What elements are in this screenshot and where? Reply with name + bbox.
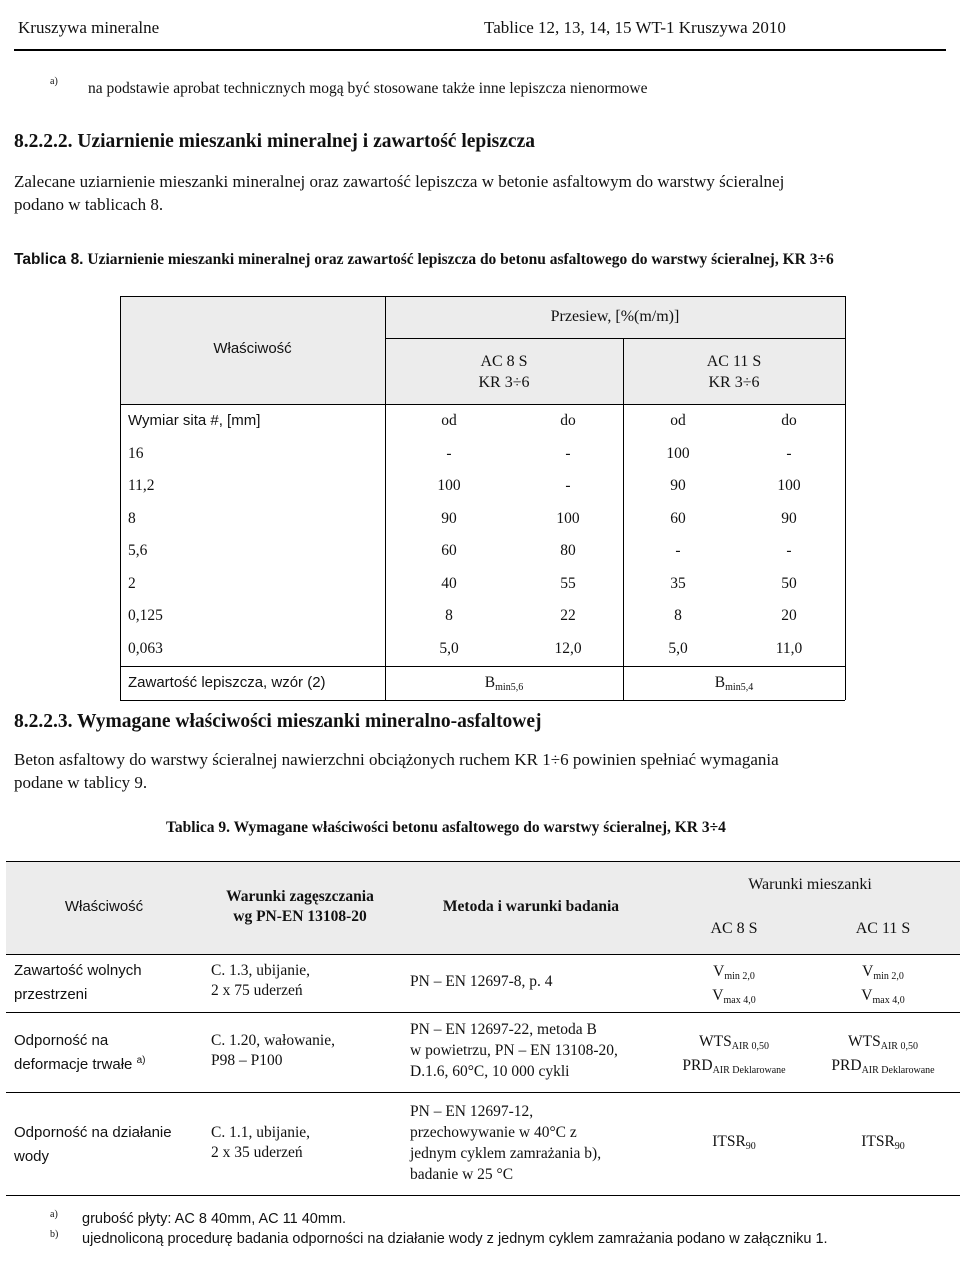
table9-m1-b-main: V [712, 987, 724, 1004]
table9-m2-a [810, 1131, 956, 1155]
table9-method-l3: D.1.6, 60°C, 10 000 cykli [410, 1063, 570, 1080]
table8-cell: - [675, 542, 681, 559]
table9-m1-a-sub: min 2,0 [724, 971, 755, 982]
table8-cell: 5,0 [668, 640, 688, 657]
table9-prop-l1: Zawartość wolnych [14, 962, 142, 979]
table8-cell: 100 [777, 477, 801, 494]
table9-prop-l2: deformacje trwałe [14, 1056, 133, 1073]
table8-cell: 20 [781, 607, 797, 624]
table9-m2-b-main: PRD [831, 1057, 862, 1074]
table9-method-l2: w powietrzu, PN – EN 13108-20, [410, 1042, 618, 1059]
table8-cell: 55 [560, 575, 576, 592]
table9-m2-b-main: V [861, 987, 873, 1004]
table9-cond-l2: 2 x 35 uderzeń [211, 1144, 303, 1161]
table9-rule [6, 1195, 960, 1196]
table8-rule [120, 296, 845, 297]
table8-row-label: 11,2 [128, 477, 155, 494]
table9-m2-b-sub: max 4,0 [872, 995, 905, 1006]
table8-row-label: 8 [128, 510, 136, 527]
table9-rule [6, 954, 960, 955]
table9-prop-l2-wrap [14, 1143, 172, 1167]
table9-cond-l1: C. 1.3, ubijanie, [211, 962, 311, 979]
table8-cell: 8 [674, 607, 682, 624]
table8-cell: - [786, 542, 792, 559]
table8-mix1-kr: KR 3÷6 [478, 374, 530, 391]
table9-m2-a-main: WTS [848, 1033, 881, 1050]
table8-binder-label: Zawartość lepiszcza, wzór (2) [128, 674, 326, 691]
table9-m1-b [664, 985, 804, 1009]
section-heading-8-2-2-2: 8.2.2.2. Uziarnienie mieszanki mineralnej i zawartość lepiszcza [14, 131, 535, 152]
footnote-b-marker: b) [50, 1229, 59, 1240]
header-rule [14, 49, 946, 51]
table9-rule [6, 1012, 960, 1013]
table9-m1-b-sub: AIR Deklarowane [712, 1065, 786, 1076]
table8-cell: od [670, 412, 686, 429]
table9-cond-l2: P98 – P100 [211, 1052, 283, 1069]
table8-cell: 11,0 [775, 640, 803, 657]
table9-m2-value [810, 961, 956, 1009]
table9-prop-l2: przestrzeni [14, 986, 88, 1003]
table8-cell: - [565, 445, 571, 462]
table8-cell: do [781, 412, 797, 429]
table9-m1-value [664, 961, 804, 1009]
table8-cell: 100 [437, 477, 461, 494]
section2-para-line2: podane w tablicy 9. [14, 773, 148, 792]
table9-prop [14, 961, 142, 1005]
table9-col-mix2: AC 11 S [855, 920, 911, 937]
table8-cell: 35 [670, 575, 686, 592]
table8-cell: - [565, 477, 571, 494]
table8-cell: 40 [441, 575, 457, 592]
section1-para-line1: Zalecane uziarnienie mieszanki mineralnej oraz zawartość lepiszcza w betonie asfaltowym do warstwy ścieralnej [14, 172, 785, 191]
table9-cond-l1: C. 1.20, wałowanie, [211, 1032, 335, 1049]
table9-prop-l2-wrap [14, 1051, 145, 1075]
table9-m2-value [810, 1131, 956, 1155]
table9-prop-l2-wrap [14, 981, 142, 1005]
section1-para-line2: podano w tablicach 8. [14, 195, 164, 214]
table9-m2-a [810, 1031, 956, 1055]
table9-m1-value [664, 1131, 804, 1155]
table8-row-label: 16 [128, 445, 144, 462]
table9-cond [211, 1123, 310, 1163]
table8-cell: - [786, 445, 792, 462]
table9-col-mix-group: Warunki mieszanki [748, 876, 872, 893]
table8-caption [14, 251, 834, 269]
footnote-a-text: grubość płyty: AC 8 40mm, AC 11 40mm. [82, 1211, 347, 1227]
table8-col-property: Właściwość [213, 340, 292, 357]
table9-cond [211, 1031, 335, 1071]
table9-m2-b [810, 1055, 956, 1079]
table8-row-label: Wymiar sita #, [mm] [128, 412, 261, 429]
table9-m1-b [664, 1055, 804, 1079]
header-right: Tablice 12, 13, 14, 15 WT-1 Kruszywa 2010 [484, 18, 786, 37]
table8-rule [845, 296, 846, 700]
table8-mix2-name: AC 11 S [706, 353, 762, 370]
table9-col-conditions-l1: Warunki zagęszczania [226, 888, 374, 905]
table9-m1-a [664, 961, 804, 985]
footnote-b-text: ujednoliconą procedurę badania odporności na działanie wody z jednym cyklem zamrażania podano w załączniku 1. [82, 1231, 828, 1247]
top-note-marker: a) [50, 76, 58, 87]
table9-col-conditions-l2: wg PN-EN 13108-20 [233, 908, 367, 925]
table9-m1-a-main: V [713, 963, 725, 980]
table9-m1-a-sub: AIR 0,50 [731, 1041, 769, 1052]
table9-method-l4: badanie w 25 °C [410, 1166, 514, 1183]
top-note-text: na podstawie aprobat technicznych mogą być stosowane także inne lepiszcza nienormowe [88, 80, 648, 97]
table9-prop [14, 1031, 145, 1075]
table9-method-l2: przechowywanie w 40°C z [410, 1124, 577, 1141]
table9-method-l1: PN – EN 12697-12, [410, 1103, 534, 1120]
table9-m1-a-main: WTS [699, 1033, 732, 1050]
table9-col-property: Właściwość [64, 898, 144, 915]
table8-row-label: 5,6 [128, 542, 148, 559]
table8-cell: do [560, 412, 576, 429]
footnote-a-marker: a) [50, 1209, 58, 1220]
table9-m2-a-sub: AIR 0,50 [880, 1041, 918, 1052]
table9-m1-b-main: PRD [682, 1057, 713, 1074]
table9-m1-a [664, 1031, 804, 1055]
table9-m1-b-sub: max 4,0 [723, 995, 756, 1006]
table9-prop [14, 1123, 172, 1167]
table8-cell: 8 [445, 607, 453, 624]
table8-cell: 5,0 [439, 640, 459, 657]
table8-row-label: 0,125 [128, 607, 163, 624]
table8-row-label: 2 [128, 575, 136, 592]
table9-m2-a-sub: 90 [894, 1141, 905, 1152]
table8-binder1-sub: min5,6 [495, 682, 524, 693]
table9-prop-l1: Odporność na [14, 1032, 109, 1049]
table9-m1-a-main: ITSR [712, 1133, 746, 1150]
header-left: Kruszywa mineralne [18, 18, 160, 37]
table9-col-method: Metoda i warunki badania [442, 898, 620, 915]
table8-rule [120, 404, 845, 405]
table8-cell: od [441, 412, 457, 429]
table9-m2-a-sub: min 2,0 [873, 971, 904, 982]
table9-method-l1: PN – EN 12697-22, metoda B [410, 1021, 597, 1038]
table9-m2-a-main: V [862, 963, 874, 980]
table8-cell: 12,0 [554, 640, 582, 657]
table9-col-mix1: AC 8 S [710, 920, 758, 937]
table9-cond-l1: C. 1.1, ubijanie, [211, 1124, 311, 1141]
table8-caption-text: Uziarnienie mieszanki mineralnej oraz zawartość lepiszcza do betonu asfaltowego do warstwy ścieralnej, KR 3÷6 [87, 251, 834, 268]
table8-cell: 60 [670, 510, 686, 527]
table9-m2-b [810, 985, 956, 1009]
table8-rule [385, 338, 845, 339]
table9-prop-l2: wody [14, 1148, 50, 1165]
table9-method-l1: PN – EN 12697-8, p. 4 [410, 973, 553, 990]
table9-m2-b-sub: AIR Deklarowane [861, 1065, 935, 1076]
table8-mix1-name: AC 8 S [480, 353, 528, 370]
table8-rule [120, 666, 845, 667]
table8-mix2-kr: KR 3÷6 [708, 374, 760, 391]
table9-m2-value [810, 1031, 956, 1079]
table8-binder1-main: B [484, 674, 496, 691]
table9-method [410, 971, 553, 992]
table9-rule [6, 861, 960, 862]
table9-method [410, 1101, 601, 1185]
table8-rule [120, 700, 845, 701]
table9-m1-a [664, 1131, 804, 1155]
table8-binder2-main: B [714, 674, 726, 691]
table9-cond [211, 961, 310, 1001]
table9-m1-a-sub: 90 [745, 1141, 756, 1152]
table8-binder1 [385, 674, 623, 692]
table8-cell: 100 [556, 510, 580, 527]
section2-para-line1: Beton asfaltowy do warstwy ścieralnej nawierzchni obciążonych ruchem KR 1÷6 powinien spełniać wymagania [14, 750, 779, 769]
table9-m1-value [664, 1031, 804, 1079]
table9-prop-l1: Odporność na działanie [14, 1124, 172, 1141]
table9-caption: Tablica 9. Wymagane właściwości betonu asfaltowego do warstwy ścieralnej, KR 3÷4 [166, 819, 726, 836]
table8-row-label: 0,063 [128, 640, 163, 657]
table9-m2-a [810, 961, 956, 985]
table8-cell: 50 [781, 575, 797, 592]
table8-cell: 22 [560, 607, 576, 624]
table8-cell: 90 [781, 510, 797, 527]
table9-prop-sup: a) [136, 1055, 146, 1066]
table9-m2-a-main: ITSR [861, 1133, 895, 1150]
table8-cell: 90 [441, 510, 457, 527]
section-heading-8-2-2-3: 8.2.2.3. Wymagane właściwości mieszanki mineralno-asfaltowej [14, 711, 542, 732]
table8-cell: 100 [666, 445, 690, 462]
table8-binder2 [623, 674, 845, 692]
table8-col-group: Przesiew, [%(m/m)] [550, 308, 680, 325]
table8-cell: 80 [560, 542, 576, 559]
table9-cond-l2: 2 x 75 uderzeń [211, 982, 303, 999]
table9-rule [6, 1092, 960, 1093]
table9-method [410, 1019, 618, 1082]
table8-cell: 60 [441, 542, 457, 559]
table8-cell: 90 [670, 477, 686, 494]
table8-binder2-sub: min5,4 [725, 682, 754, 693]
table8-caption-prefix: Tablica 8. [14, 251, 84, 268]
table8-cell: - [446, 445, 452, 462]
table9-method-l3: jednym cyklem zamrażania b), [410, 1145, 602, 1162]
